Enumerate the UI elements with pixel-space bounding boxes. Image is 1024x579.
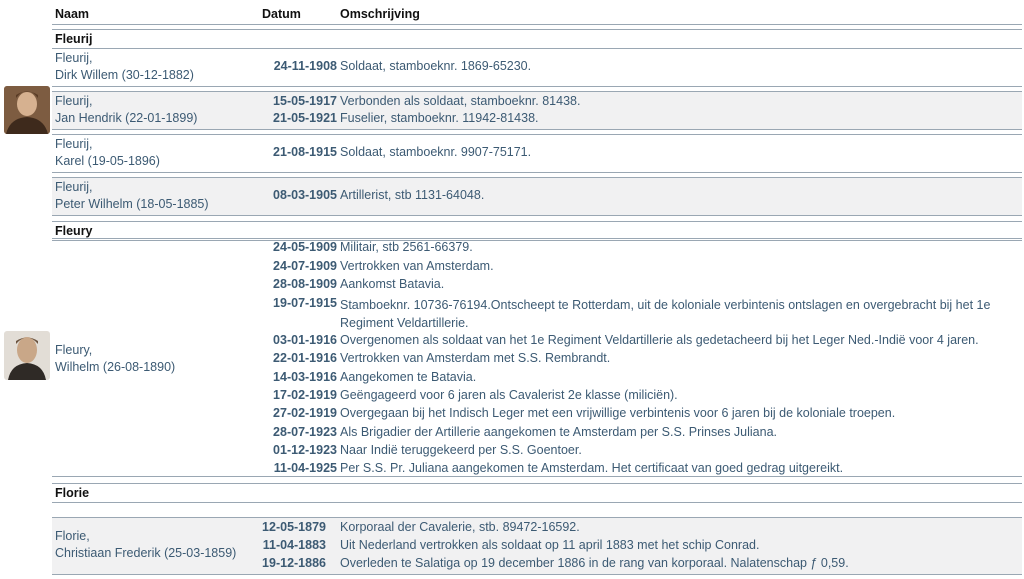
event-date: 24-07-1909 — [273, 259, 337, 273]
event-line — [52, 188, 1022, 205]
given-name-birth: Wilhelm (26-08-1890) — [55, 360, 176, 374]
event-date: 28-07-1923 — [273, 425, 337, 439]
group-label: Fleurij — [55, 32, 93, 46]
event-description: Vertrokken van Amsterdam. — [340, 259, 494, 273]
event-line — [52, 520, 1022, 537]
event-description: Militair, stb 2561-66379. — [340, 240, 473, 254]
group-label: Florie — [55, 486, 90, 500]
table-row — [52, 517, 1022, 575]
event-description: Soldaat, stamboeknr. 9907-75171. — [340, 145, 532, 159]
event-date: 08-03-1905 — [273, 188, 337, 202]
event-line — [52, 240, 1022, 257]
group-heading-fleurij — [52, 29, 1022, 49]
event-line — [52, 259, 1022, 276]
given-name-birth: Karel (19-05-1896) — [55, 154, 160, 168]
event-date: 24-11-1908 — [273, 59, 337, 73]
event-date: 15-05-1917 — [273, 94, 337, 108]
event-line — [52, 556, 1022, 573]
event-description: Artillerist, stb 1131-64048. — [340, 188, 485, 202]
surname: Fleurij, — [55, 180, 93, 194]
surname: Fleurij, — [55, 51, 93, 65]
given-name-birth: Christiaan Frederik (25-03-1859) — [55, 546, 237, 560]
event-date: 11-04-1925 — [273, 461, 337, 475]
event-description: Uit Nederland vertrokken als soldaat op 11 april 1883 met het schip Conrad. — [340, 538, 760, 552]
column-header-date: Datum — [262, 7, 301, 21]
event-line — [52, 59, 1022, 76]
event-date: 17-02-1919 — [273, 388, 337, 402]
event-description: Als Brigadier der Artillerie aangekomen te Amsterdam per S.S. Prinses Juliana. — [340, 425, 778, 439]
table-row — [52, 238, 1022, 477]
event-description: Fuselier, stamboeknr. 11942-81438. — [340, 111, 539, 125]
event-line — [52, 94, 1022, 111]
event-description: Vertrokken van Amsterdam met S.S. Rembrandt. — [340, 351, 611, 365]
event-date: 27-02-1919 — [273, 406, 337, 420]
surname: Fleurij, — [55, 137, 93, 151]
event-date: 21-08-1915 — [273, 145, 337, 159]
portrait-photo — [4, 331, 50, 380]
event-description: Soldaat, stamboeknr. 1869-65230. — [340, 59, 532, 73]
event-date: 22-01-1916 — [273, 351, 337, 365]
event-line — [52, 145, 1022, 162]
table-row — [52, 177, 1022, 216]
event-date: 01-12-1923 — [273, 443, 337, 457]
event-line — [52, 461, 1022, 478]
given-name-birth: Dirk Willem (30-12-1882) — [55, 68, 194, 82]
event-description: Korporaal der Cavalerie, stb. 89472-16592. — [340, 520, 580, 534]
event-description: Overleden te Salatiga op 19 december 1886 in de rang van korporaal. Nalatenschap ƒ 0,59. — [340, 556, 849, 570]
portrait-photo — [4, 86, 50, 134]
event-date: 19-12-1886 — [262, 556, 326, 570]
event-description: Aankomst Batavia. — [340, 277, 445, 291]
event-line — [52, 333, 1022, 350]
event-description: Naar Indië teruggekeerd per S.S. Goentoer. — [340, 443, 582, 457]
table-row — [52, 48, 1022, 87]
group-heading-florie — [52, 483, 1022, 503]
surname: Florie, — [55, 529, 90, 543]
event-description: Overgenomen als soldaat van het 1e Regiment Veldartillerie als gedetacheerd bij het Leger Ned.-Indië voor 4 jaren. — [340, 333, 979, 347]
surname: Fleury, — [55, 343, 93, 357]
event-date: 03-01-1916 — [273, 333, 337, 347]
event-description: Per S.S. Pr. Juliana aangekomen te Amsterdam. Het certificaat van goed gedrag uitgereikt. — [340, 461, 844, 475]
given-name-birth: Peter Wilhelm (18-05-1885) — [55, 197, 209, 211]
column-header-description: Omschrijving — [340, 7, 420, 21]
event-line — [52, 111, 1022, 128]
table-header — [52, 6, 1022, 25]
event-date: 11-04-1883 — [262, 538, 326, 552]
event-date: 19-07-1915 — [273, 296, 337, 310]
given-name-birth: Jan Hendrik (22-01-1899) — [55, 111, 198, 125]
surname: Fleurij, — [55, 94, 93, 108]
column-header-name: Naam — [55, 7, 90, 21]
event-description: Verbonden als soldaat, stamboeknr. 81438. — [340, 94, 581, 108]
event-line — [52, 388, 1022, 405]
event-line — [52, 296, 1022, 332]
event-line — [52, 370, 1022, 387]
event-date: 14-03-1916 — [273, 370, 337, 384]
event-line — [52, 443, 1022, 460]
event-description: Geëngageerd voor 6 jaren als Cavalerist 2e klasse (miliciën). — [340, 388, 678, 402]
event-date: 12-05-1879 — [262, 520, 326, 534]
table-row — [52, 91, 1022, 130]
event-description: Stamboeknr. 10736-76194.Ontscheept te Rotterdam, uit de koloniale verbintenis ontslagen en overgebracht bij het 1e Regiment Veldartillerie. — [340, 298, 991, 330]
event-date: 28-08-1909 — [273, 277, 337, 291]
event-line — [52, 351, 1022, 368]
event-description: Aangekomen te Batavia. — [340, 370, 477, 384]
event-line — [52, 406, 1022, 423]
event-date: 24-05-1909 — [273, 240, 337, 254]
event-date: 21-05-1921 — [273, 111, 337, 125]
event-line — [52, 277, 1022, 294]
table-row — [52, 134, 1022, 173]
event-line — [52, 538, 1022, 555]
group-label: Fleury — [55, 224, 93, 238]
event-line — [52, 425, 1022, 442]
event-description: Overgegaan bij het Indisch Leger met een vrijwillige verbintenis voor 6 jaren bij de koloniale troepen. — [340, 406, 896, 420]
